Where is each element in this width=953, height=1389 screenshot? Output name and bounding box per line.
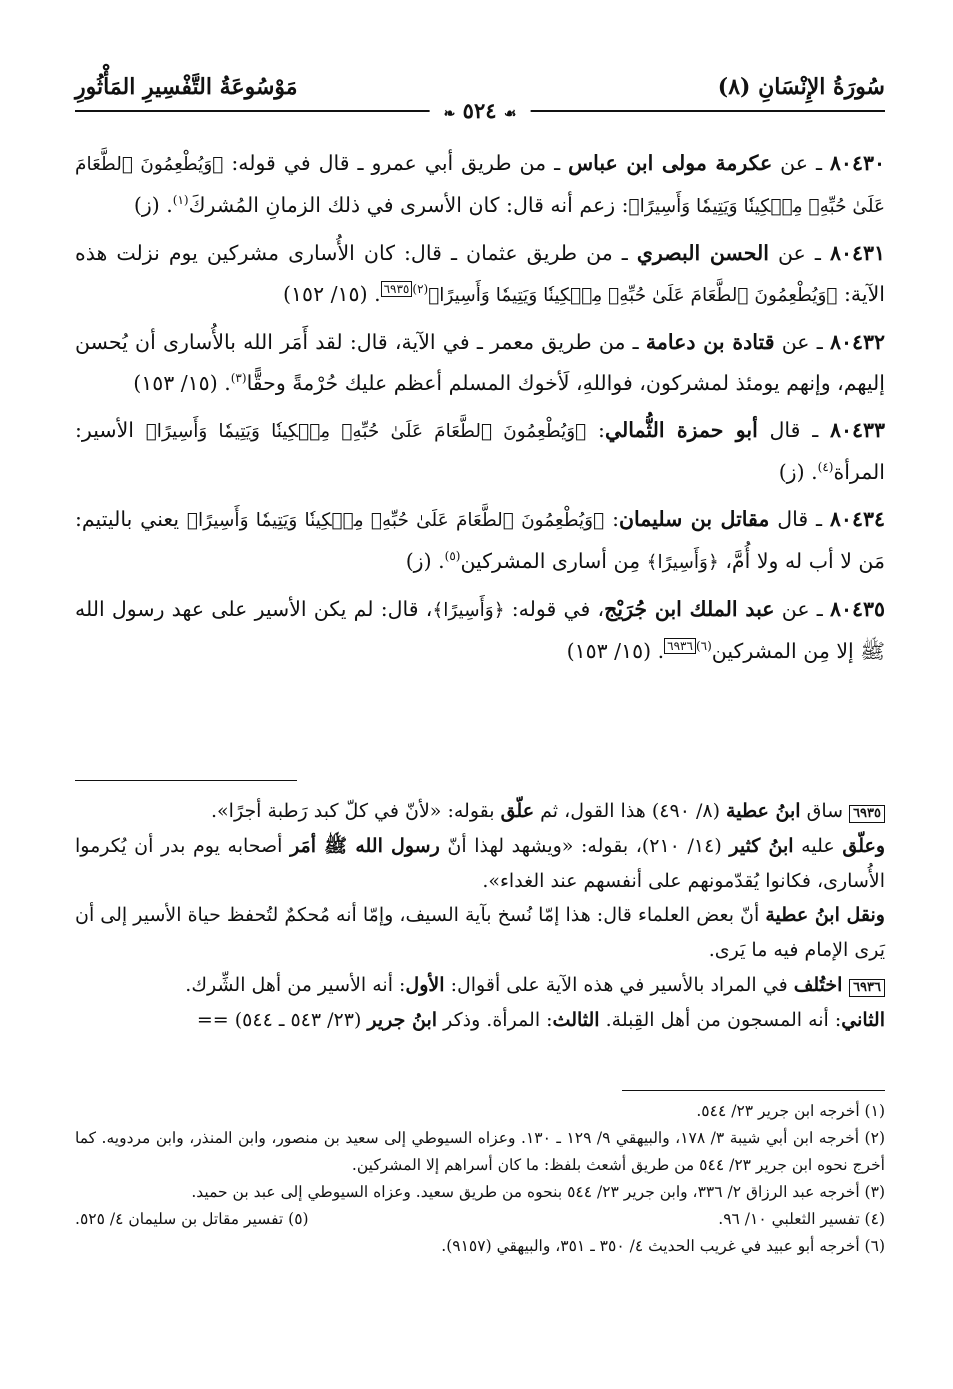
narration-80435 (75, 589, 885, 672)
source-tag: . (ز) (778, 460, 818, 484)
commentary-text: (٢٣/ ٥٤٣ ـ ٥٤٤) == (196, 1008, 368, 1031)
commentary-text: (١٤/ ٢١٠)، بقوله: «ويشهد لهذا أنّ (439, 834, 730, 857)
commentary-text: أصحابه يوم بدر أن يُكرموا الأُسارى، فكانوا يُقدّمونهم على أنفسهم عند الغداء». (75, 834, 885, 892)
commentary-keyword: الأول (405, 973, 445, 996)
commentary-number-box: ٦٩٣٥ (849, 805, 885, 823)
narrator-name: عكرمة مولى ابن عباس (568, 151, 773, 175)
quran-verse: ﴿وَيُطْعِمُونَ ٱلطَّعَامَ عَلَىٰ حُبِّهِۦ مِسۡكِينٗا وَيَتِيمٗا وَأَسِيرًا﴾ (428, 285, 838, 306)
narration-text: : (604, 507, 619, 531)
ornament-icon: ☙ (503, 106, 517, 122)
narration-80434 (75, 499, 885, 583)
commentary-text: : أنه الأسير من أهل الشِّرك. (185, 973, 406, 996)
narration-text: ـ عن (774, 597, 830, 621)
separator-commentary (75, 780, 297, 781)
commentary-text: بقوله: «لأنّ في كلّ كبد رَطبة أجرًا». (211, 800, 501, 822)
commentary-text: ساق (800, 800, 850, 822)
footnote-4: (٤) تفسير الثعلبي ١٠/ ٩٦. (718, 1210, 885, 1228)
commentary-number-box: ٦٩٣٦ (849, 979, 885, 997)
commentary-text: في المراد بالأسير في هذه الآية على أقوال: (444, 973, 794, 996)
source-tag: . (ز) (405, 549, 445, 573)
narration-text: ـ عن (768, 241, 830, 265)
commentary-keyword: الثاني (841, 1008, 885, 1031)
narration-text: ، في قوله: (504, 597, 605, 621)
footnotes (75, 1098, 885, 1260)
commentary-ref-box[interactable]: ٦٩٣٥ (381, 281, 413, 297)
volume-page-ref: . (١٥/ ١٥٣) (133, 371, 231, 395)
commentary-keyword: وعلّق (842, 834, 885, 857)
commentary-ref-box[interactable]: ٦٩٣٦ (664, 638, 696, 654)
scholar-name: ابنُ جرير (367, 1008, 438, 1031)
commentary-6935-a (75, 794, 885, 829)
narration-text: مِن أسارى المشركين (460, 549, 647, 573)
footnote-1: (١) أخرجه ابن جرير ٢٣/ ٥٤٤. (696, 1102, 885, 1120)
commentary-text: عليه (793, 834, 843, 857)
narration-number: ٨٠٤٣٢ (829, 330, 885, 354)
narrator-name: عبد الملك ابن جُرَيْج (604, 597, 775, 621)
footnote-ref[interactable]: (٢) (412, 282, 429, 297)
footnote-ref[interactable]: (٦) (695, 639, 712, 654)
surah-title: سُورَةُ الإِنْسَانِ (٨) (717, 74, 885, 100)
commentary-6936-b (75, 1003, 885, 1038)
narrator-name: قتادة بن دعامة (645, 330, 775, 354)
page-header (75, 64, 885, 124)
commentary-text: : المرأة. وذكر (437, 1008, 553, 1031)
commentary-6936-a (75, 968, 885, 1003)
narration-80431 (75, 233, 885, 316)
narrator-name: مقاتل بن سليمان (618, 507, 770, 531)
quran-verse: ﴿وَيُطْعِمُونَ ٱلطَّعَامَ عَلَىٰ حُبِّهِۦ مِسۡكِينٗا وَيَتِيمٗا وَأَسِيرًا﴾ (186, 510, 605, 531)
narration-80430 (75, 143, 885, 227)
ornament-icon: ❧ (443, 106, 456, 122)
narration-number: ٨٠٤٣٣ (829, 418, 886, 442)
scholar-name: ابنُ عطية (726, 800, 801, 822)
footnote-ref[interactable]: (٥) (444, 549, 461, 564)
narration-text: : زعم أنه قال: كان الأسرى في ذلك الزمانِ المُشركَ (188, 193, 629, 217)
narration-number: ٨٠٤٣١ (829, 241, 885, 265)
commentary-text: أنّ بعض العلماء قال: هذا إمّا نُسخ بآية السيف، وإمّا أنه مُحكمٌ لتُحفظ حياة الأسير إلى أن يَرى الإمام فيه ما يَرى. (75, 904, 885, 962)
scholar-name: ابنُ كثير (729, 834, 794, 857)
commentary-section (75, 794, 885, 1038)
narrations (75, 143, 885, 678)
page-number: ٥٢٤ (462, 98, 497, 123)
narration-80432 (75, 322, 885, 404)
commentary-keyword: علّق (500, 800, 535, 822)
footnote-6: (٦) أخرجه أبو عبيد في غريب الحديث ٤/ ٣٥٠ ـ ٣٥١، والبيهقي (٩١٥٧). (441, 1237, 885, 1255)
commentary-keyword: رسول الله ﷺ أمَر (290, 834, 440, 857)
commentary-text: (٨/ ٤٩٠) هذا القول، ثم (534, 800, 727, 822)
commentary-keyword: اختُلف (793, 973, 850, 996)
separator-footnotes (622, 1090, 885, 1091)
commentary-6935-b (75, 829, 885, 899)
volume-page-ref: . (١٥/ ١٥٣) (566, 639, 665, 663)
narration-text: ـ عن (774, 330, 830, 354)
footnote-ref[interactable]: (٤) (817, 460, 834, 475)
footnote-row (75, 1206, 885, 1233)
volume-page-ref: . (١٥/ ١٥٢) (283, 282, 381, 306)
commentary-keyword: الثالث (552, 1008, 600, 1031)
narration-text: ـ من طريق معمر ـ في الآية، قال: لقد أَمَر الله بالأُسارى أن يُحسن إليهم، وإنهم يومئذ لمشركون، فواللهِ، لَأخوك المسلم أعظم عليك حُرْمةً وحقًّا (75, 330, 885, 395)
narration-text: : (586, 418, 605, 442)
narration-80433 (75, 410, 885, 493)
footnote-ref[interactable]: (٣) (230, 371, 247, 386)
narration-text: ـ من طريق أبي عمرو ـ قال في قوله: (223, 151, 569, 175)
quran-verse: ﴿وَيُطْعِمُونَ ٱلطَّعَامَ عَلَىٰ حُبِّهِۦ مِسۡكِينٗا وَيَتِيمٗا وَأَسِيرًا﴾ (145, 421, 587, 442)
source-tag: . (ز) (133, 193, 173, 217)
narration-text: ـ من طريق عثمان ـ قال: كان الأُسارى مشركين يوم نزلت هذه الآية: (75, 241, 885, 306)
narration-number: ٨٠٤٣٥ (829, 597, 885, 621)
footnote-5: (٥) تفسير مقاتل بن سليمان ٤/ ٥٢٥. (75, 1210, 309, 1228)
quran-verse: ﴿وَيُطْعِمُونَ ٱلطَّعَامَ عَلَىٰ حُبِّهِۦ مِسۡكِينٗا وَيَتِيمٗا وَأَسِيرًا﴾ (75, 154, 885, 217)
narration-text: ـ عن (772, 151, 830, 175)
page-number-block (430, 98, 531, 123)
narration-text: الأسير: المرأة (75, 418, 885, 484)
narration-number: ٨٠٤٣٤ (829, 507, 885, 531)
narration-text: يعني باليتيم: مَن لا أب له ولا أُمَّ، (75, 507, 885, 573)
book-title: مَوْسُوعَةُ التَّفْسِيرِ المَأْثُورِ (75, 74, 298, 100)
narration-text: ـ قال (757, 418, 830, 442)
quran-verse: ﴿وَأَسِيرًا﴾ (646, 552, 719, 573)
quran-verse: ﴿وَأَسِيرًا﴾ (432, 600, 505, 621)
commentary-text: : أنه المسجون من أهل القِبلة. (599, 1008, 842, 1031)
footnote-2: (٢) أخرجه ابن أبي شيبة ٣/ ١٧٨، والبيهقي ٩/ ١٢٩ ـ ١٣٠. وعزاه السيوطي إلى سعيد بن منصور، وابن المنذر، وابن مردويه. كما أخرج نحوه ابن جرير ٢٣/ ٥٤٤ من طريق أشعث بلفظ: ما كان أسراهم إلا المشركين. (75, 1129, 885, 1174)
narrator-name: الحسن البصري (636, 241, 769, 265)
scholar-name: ونقل ابنُ عطية (765, 904, 885, 927)
footnote-ref[interactable]: (١) (172, 193, 189, 208)
commentary-6935-c (75, 898, 885, 968)
narration-text: ـ قال (769, 507, 830, 531)
footnote-3: (٣) أخرجه عبد الرزاق ٢/ ٣٣٦، وابن جرير ٢٣/ ٥٤٤ بنحوه من طريق سعيد. وعزاه السيوطي إلى عبد بن حميد. (191, 1183, 885, 1201)
narrator-name: أبو حمزة الثُّمالي (604, 418, 758, 442)
narration-text: ، قال: لم يكن الأسير على عهد رسول الله ﷺ إلا مِن المشركين (75, 597, 885, 663)
narration-number: ٨٠٤٣٠ (829, 151, 885, 175)
